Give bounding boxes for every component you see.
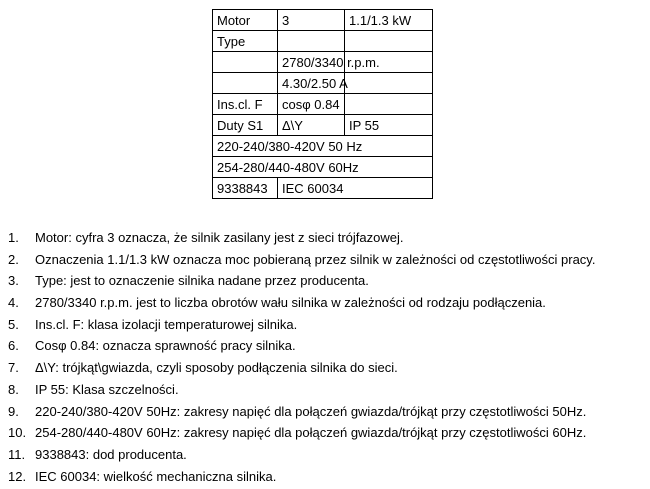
list-text: 220-240/380-420V 50Hz: zakresy napięć dla połączeń gwiazda/trójkąt przy częstotliwości 50Hz. [35, 403, 587, 419]
nameplate-cell: Ins.cl. F [213, 94, 278, 115]
list-text: Motor: cyfra 3 oznacza, że silnik zasilany jest z sieci trójfazowej. [35, 230, 404, 245]
list-number: 1. [8, 230, 19, 245]
nameplate-cell [345, 31, 433, 52]
nameplate-cell: 3 [278, 10, 345, 31]
nameplate-cell: 9338843 [213, 178, 278, 199]
nameplate-row-voltage-60hz [213, 157, 433, 178]
nameplate-cell: IP 55 [345, 115, 433, 136]
list-number: 2. [8, 251, 19, 267]
nameplate-row-type [213, 31, 433, 52]
motor-nameplate-table [212, 9, 433, 199]
nameplate-cell: 4.30/2.50 A [278, 73, 345, 94]
nameplate-row-motor [213, 10, 433, 31]
list-text: 254-280/440-480V 60Hz: zakresy napięć dla połączeń gwiazda/trójkąt przy częstotliwości 60Hz. [35, 425, 587, 441]
nameplate-cell: Δ\Y [278, 115, 345, 136]
nameplate-row-code [213, 178, 433, 199]
list-number: 8. [8, 381, 19, 397]
list-text: Ins.cl. F: klasa izolacji temperaturowej silnika. [35, 316, 298, 332]
list-text: Oznaczenia 1.1/1.3 kW oznacza moc pobieraną przez silnik w zależności od częstotliwości pracy. [35, 251, 596, 267]
nameplate-row-current [213, 73, 433, 94]
nameplate-row-voltage-50hz [213, 136, 433, 157]
nameplate-cell [345, 73, 433, 94]
nameplate-cell: 1.1/1.3 kW [345, 10, 433, 31]
nameplate-row-insulation [213, 94, 433, 115]
list-number: 3. [8, 273, 19, 289]
nameplate-row-rpm [213, 52, 433, 73]
list-text: IP 55: Klasa szczelności. [35, 381, 179, 397]
list-number: 5. [8, 316, 19, 332]
list-text: 2780/3340 r.p.m. jest to liczba obrotów wału silnika w zależności od rodzaju podłączenia. [35, 295, 546, 311]
list-number: 12. [8, 468, 27, 484]
list-number: 4. [8, 295, 19, 311]
nameplate-cell [278, 31, 345, 52]
nameplate-cell: Motor [213, 10, 278, 31]
list-number: 9. [8, 403, 19, 419]
nameplate-cell: 254-280/440-480V 60Hz [213, 157, 433, 178]
nameplate-cell: Duty S1 [213, 115, 278, 136]
list-text: Type: jest to oznaczenie silnika nadane przez producenta. [35, 273, 369, 289]
nameplate-cell: cosφ 0.84 [278, 94, 345, 115]
nameplate-cell: 2780/3340 r.p.m. [278, 52, 345, 73]
nameplate-cell: IEC 60034 [278, 178, 433, 199]
list-text: Δ\Y: trójkąt\gwiazda, czyli sposoby podłączenia silnika do sieci. [35, 360, 398, 376]
list-number: 7. [8, 360, 19, 376]
list-number: 11. [8, 446, 26, 462]
list-number: 6. [8, 338, 19, 354]
nameplate-cell [213, 52, 278, 73]
list-text: IEC 60034: wielkość mechaniczna silnika. [35, 468, 277, 484]
nameplate-cell: Type [213, 31, 278, 52]
nameplate-cell [213, 73, 278, 94]
nameplate-cell [345, 94, 433, 115]
nameplate-row-duty [213, 115, 433, 136]
list-text: 9338843: dod producenta. [35, 446, 187, 462]
nameplate-cell: 220-240/380-420V 50 Hz [213, 136, 433, 157]
list-number: 10. [8, 425, 27, 441]
list-text: Cosφ 0.84: oznacza sprawność pracy silnika. [35, 338, 296, 354]
